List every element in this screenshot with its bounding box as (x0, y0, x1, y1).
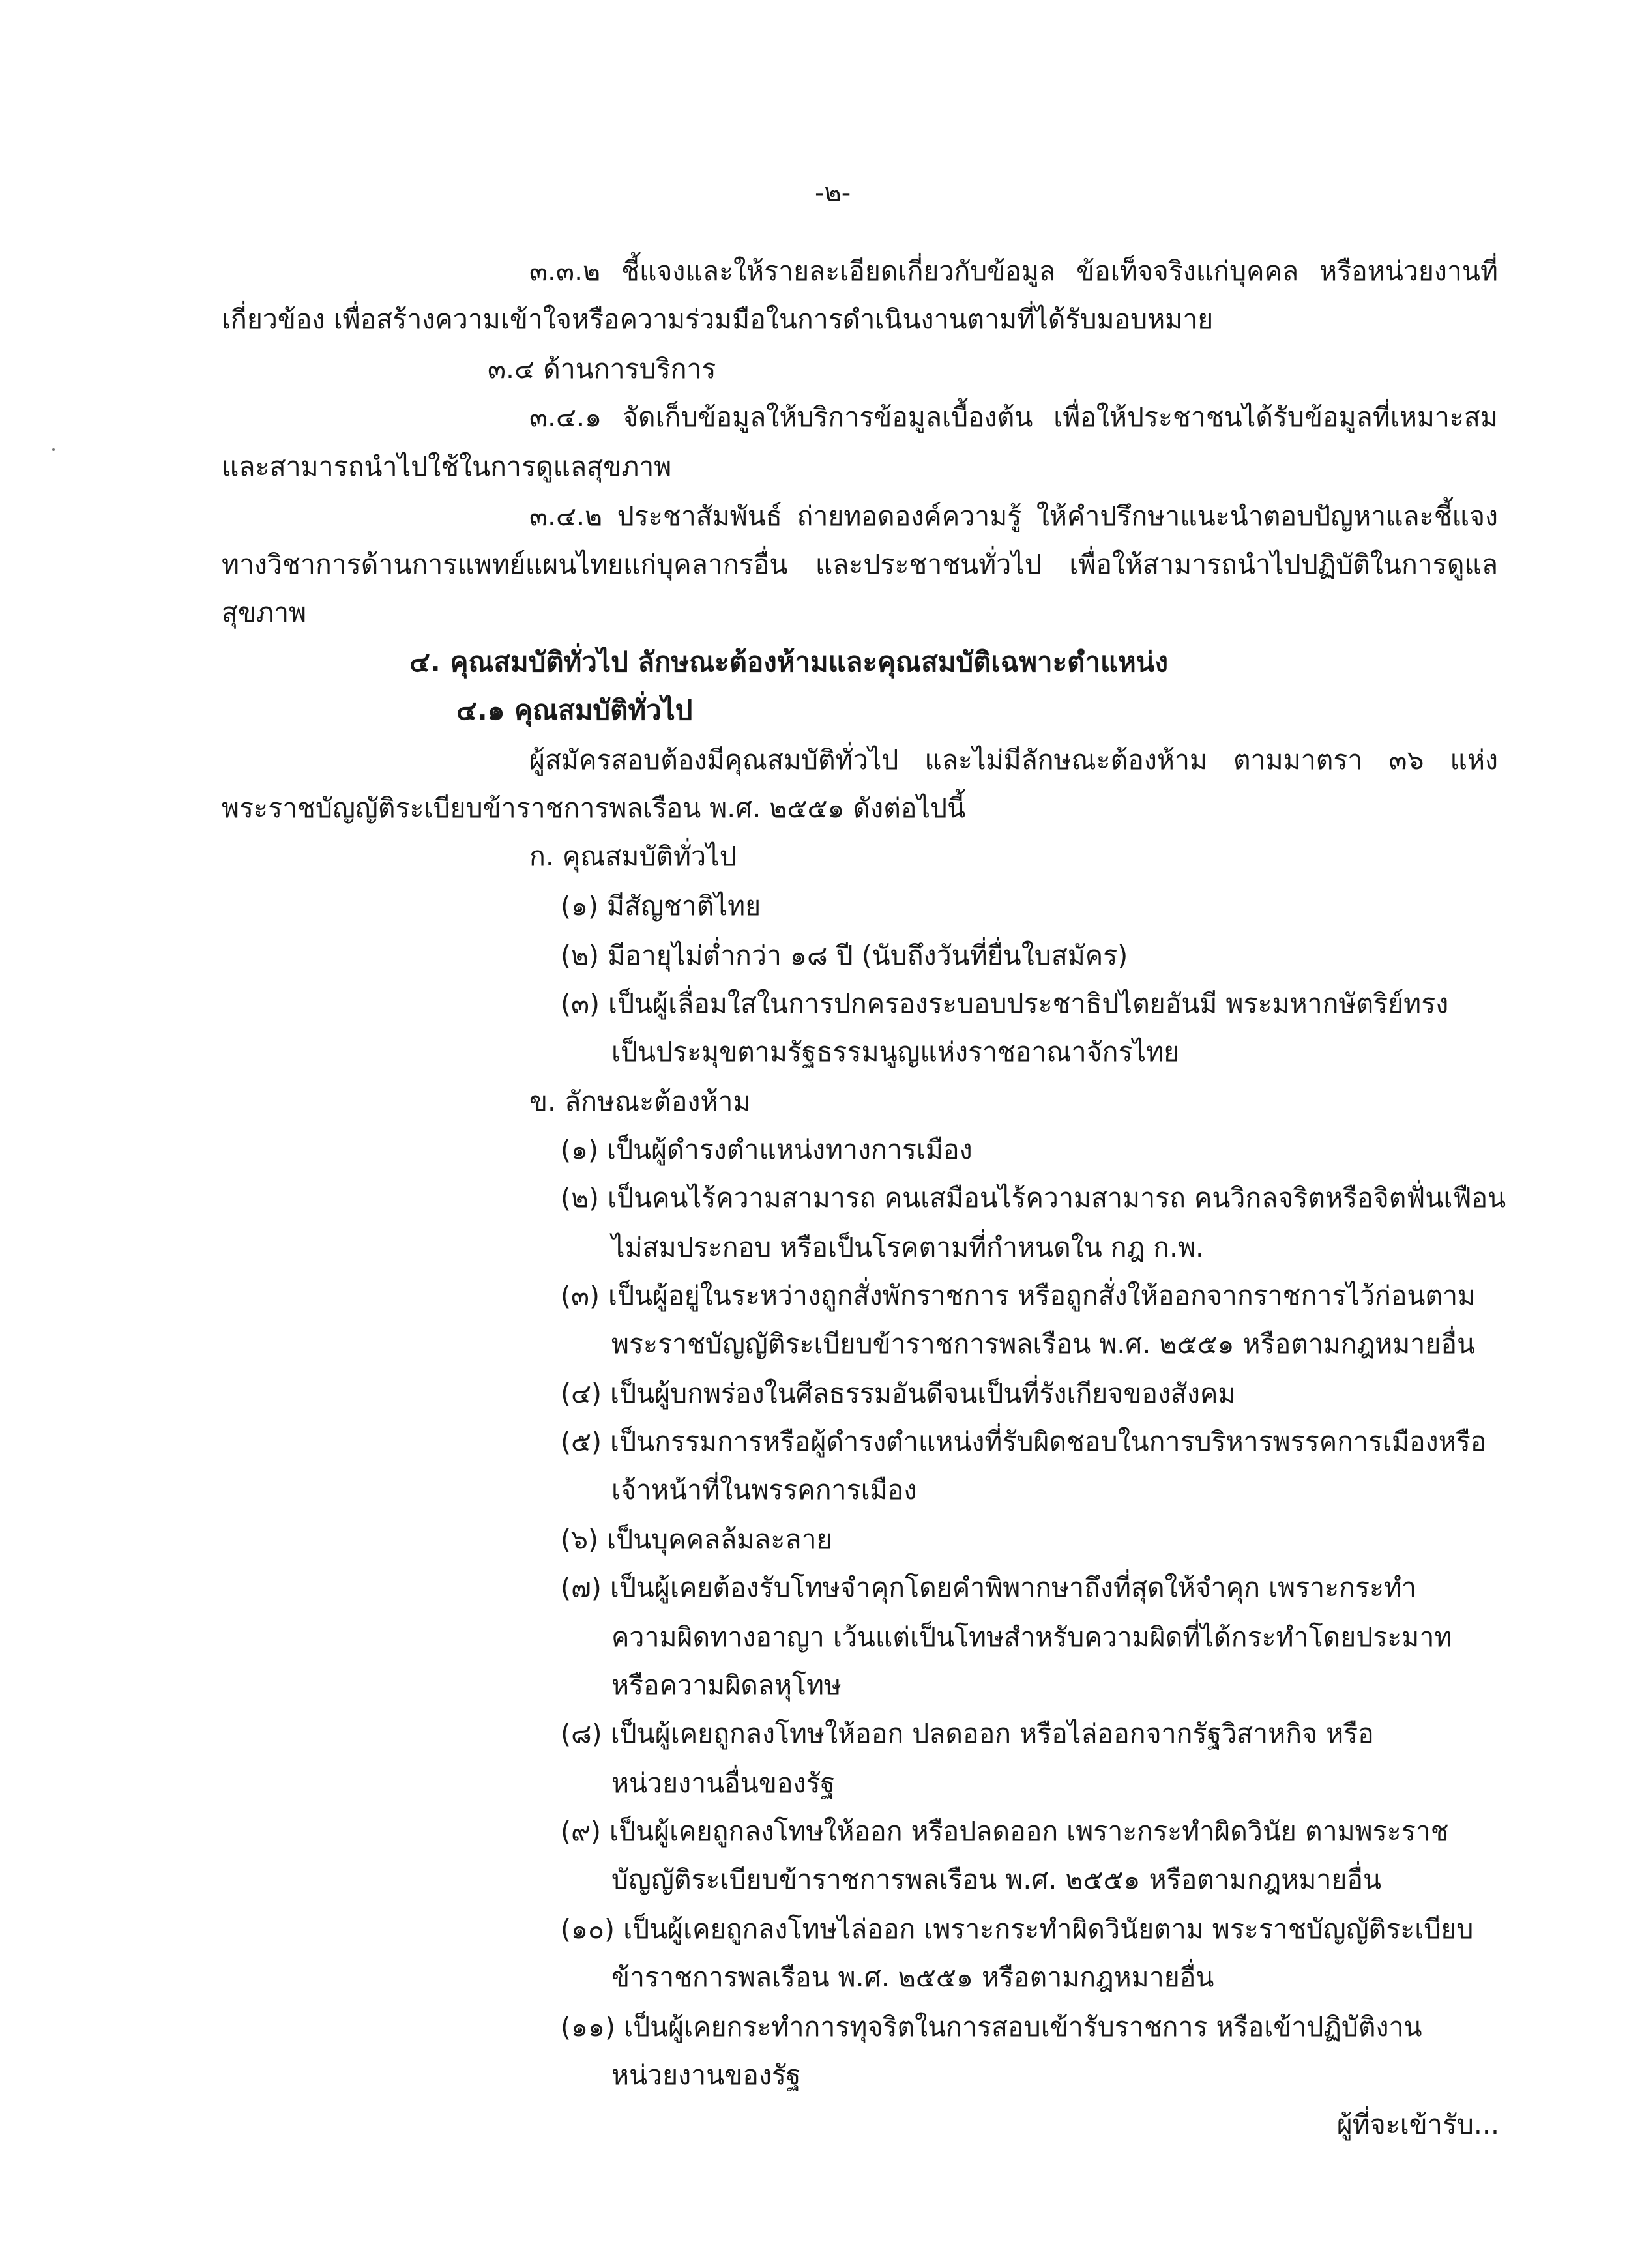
continuation-note: ผู้ที่จะเข้ารับ... (1336, 2109, 1499, 2140)
section-heading: ๔. คุณสมบัติทั่วไป ลักษณะต้องห้ามและคุณสมบัติเฉพาะตำแหน่ง (409, 646, 1169, 678)
list-item: (๑) มีสัญชาติไทย (561, 890, 761, 922)
text-line: ๓.๔.๑ จัดเก็บข้อมูลให้บริการข้อมูลเบื้องต้น เพื่อให้ประชาชนได้รับข้อมูลที่เหมาะสม (529, 401, 1498, 433)
text-line: ผู้สมัครสอบต้องมีคุณสมบัติทั่วไป และไม่มีลักษณะต้องห้าม ตามมาตรา ๓๖ แห่ง (529, 744, 1498, 776)
list-heading: ก. คุณสมบัติทั่วไป (529, 841, 737, 872)
text-line: และสามารถนำไปใช้ในการดูแลสุขภาพ (222, 451, 672, 482)
list-item: (๒) เป็นคนไร้ความสามารถ คนเสมือนไร้ความสามารถ คนวิกลจริตหรือจิตฟั่นเฟือน (561, 1182, 1506, 1214)
text-line: ๓.๔.๒ ประชาสัมพันธ์ ถ่ายทอดองค์ความรู้ ให้คำปรึกษาแนะนำตอบปัญหาและชี้แจง (529, 501, 1498, 532)
list-item-continuation: หน่วยงานของรัฐ (611, 2059, 801, 2091)
text-line: พระราชบัญญัติระเบียบข้าราชการพลเรือน พ.ศ. ๒๕๕๑ ดังต่อไปนี้ (222, 792, 966, 824)
text-line: ทางวิชาการด้านการแพทย์แผนไทยแก่บุคลากรอื่น และประชาชนทั่วไป เพื่อให้สามารถนำไปปฏิบัติในการดูแล (222, 549, 1498, 580)
list-item: (๘) เป็นผู้เคยถูกลงโทษให้ออก ปลดออก หรือไล่ออกจากรัฐวิสาหกิจ หรือ (561, 1718, 1374, 1749)
list-item: (๓) เป็นผู้อยู่ในระหว่างถูกสั่งพักราชการ หรือถูกสั่งให้ออกจากราชการไว้ก่อนตาม (561, 1280, 1476, 1311)
list-item-continuation: บัญญัติระเบียบข้าราชการพลเรือน พ.ศ. ๒๕๕๑ หรือตามกฎหมายอื่น (611, 1864, 1382, 1895)
list-item: (๗) เป็นผู้เคยต้องรับโทษจำคุกโดยคำพิพากษาถึงที่สุดให้จำคุก เพราะกระทำ (561, 1572, 1417, 1603)
list-item-continuation: ความผิดทางอาญา เว้นแต่เป็นโทษสำหรับความผิดที่ได้กระทำโดยประมาท (611, 1621, 1452, 1653)
text-line: ๓.๓.๒ ชี้แจงและให้รายละเอียดเกี่ยวกับข้อมูล ข้อเท็จจริงแก่บุคคล หรือหน่วยงานที่ (529, 255, 1498, 287)
list-item: (๙) เป็นผู้เคยถูกลงโทษให้ออก หรือปลดออก เพราะกระทำผิดวินัย ตามพระราช (561, 1816, 1449, 1847)
list-item-continuation: เจ้าหน้าที่ในพรรคการเมือง (611, 1474, 917, 1505)
list-item-continuation: ไม่สมประกอบ หรือเป็นโรคตามที่กำหนดใน กฎ ก.พ. (611, 1232, 1205, 1263)
text-line: สุขภาพ (222, 597, 307, 628)
list-item: (๑๐) เป็นผู้เคยถูกลงโทษไล่ออก เพราะกระทำผิดวินัยตาม พระราชบัญญัติระเบียบ (561, 1913, 1474, 1945)
list-item: (๒) มีอายุไม่ต่ำกว่า ๑๘ ปี (นับถึงวันที่ยื่นใบสมัคร) (561, 940, 1128, 971)
list-heading: ข. ลักษณะต้องห้าม (529, 1086, 751, 1117)
list-item: (๕) เป็นกรรมการหรือผู้ดำรงตำแหน่งที่รับผิดชอบในการบริหารพรรคการเมืองหรือ (561, 1426, 1487, 1457)
text-line: เกี่ยวข้อง เพื่อสร้างความเข้าใจหรือความร่วมมือในการดำเนินงานตามที่ได้รับมอบหมาย (222, 304, 1214, 335)
subsection-heading: ๔.๑ คุณสมบัติทั่วไป (456, 694, 693, 726)
list-item: (๑๑) เป็นผู้เคยกระทำการทุจริตในการสอบเข้ารับราชการ หรือเข้าปฏิบัติงาน (561, 2011, 1422, 2043)
page-number: -๒- (815, 178, 851, 208)
list-item-continuation: ข้าราชการพลเรือน พ.ศ. ๒๕๕๑ หรือตามกฎหมายอื่น (611, 1962, 1214, 1993)
list-item: (๔) เป็นผู้บกพร่องในศีลธรรมอันดีจนเป็นที่รังเกียจของสังคม (561, 1378, 1236, 1409)
list-item-continuation: หน่วยงานอื่นของรัฐ (611, 1767, 836, 1799)
text-line: ๓.๔ ด้านการบริการ (488, 353, 716, 385)
list-item-continuation: เป็นประมุขตามรัฐธรรมนูญแห่งราชอาณาจักรไทย (611, 1036, 1180, 1068)
list-item-continuation: หรือความผิดลหุโทษ (611, 1670, 842, 1701)
list-item: (๓) เป็นผู้เลื่อมใสในการปกครองระบอบประชาธิปไตยอันมี พระมหากษัตริย์ทรง (561, 988, 1449, 1019)
scan-speck (52, 448, 55, 451)
list-item: (๑) เป็นผู้ดำรงตำแหน่งทางการเมือง (561, 1134, 973, 1165)
list-item-continuation: พระราชบัญญัติระเบียบข้าราชการพลเรือน พ.ศ. ๒๕๕๑ หรือตามกฎหมายอื่น (611, 1328, 1475, 1359)
list-item: (๖) เป็นบุคคลล้มละลาย (561, 1524, 832, 1555)
